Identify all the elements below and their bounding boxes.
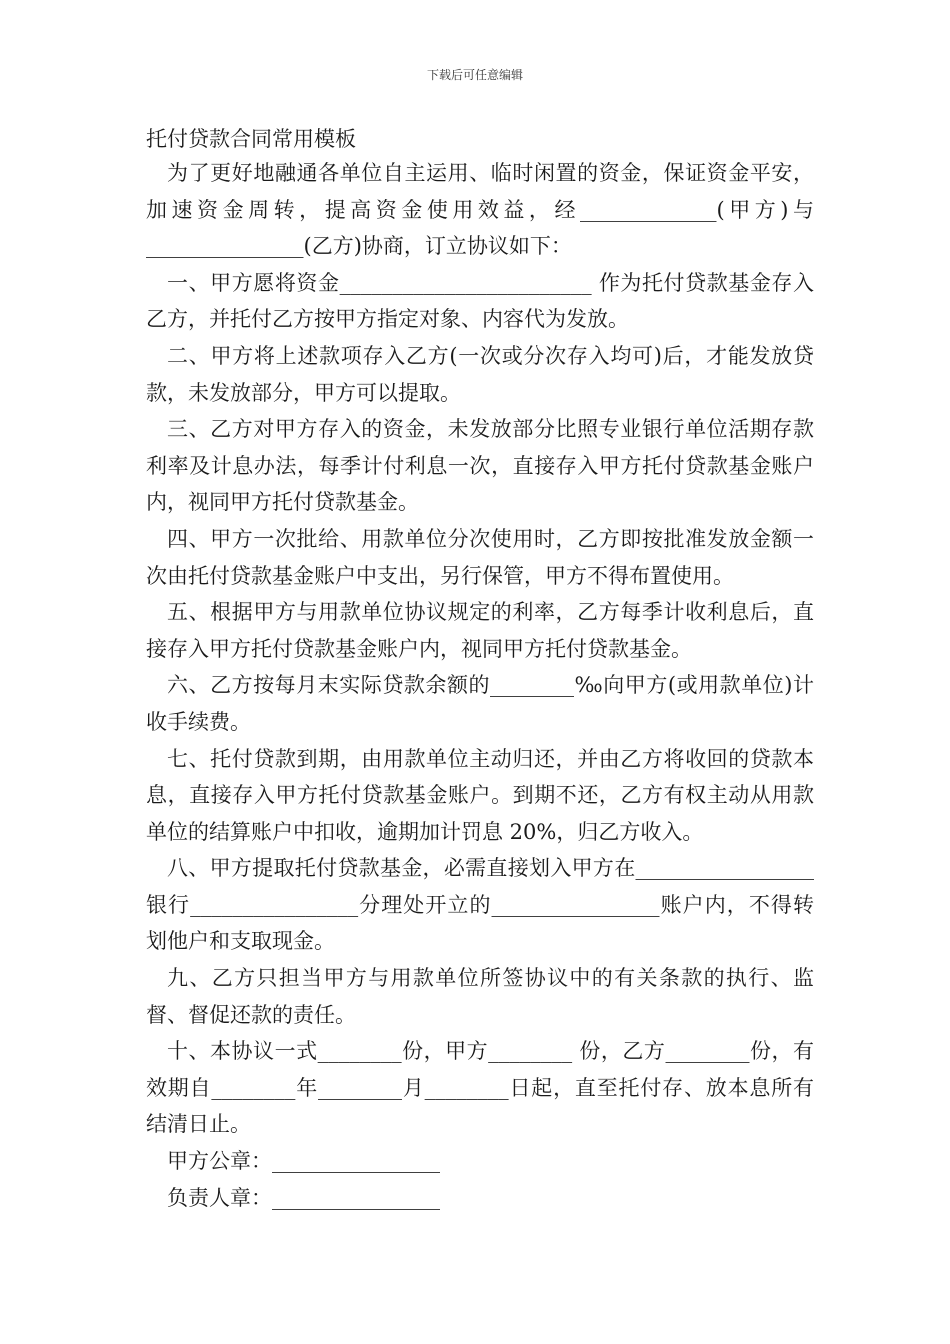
paragraph-clause-8: 八、甲方提取托付贷款基金，必需直接划入甲方在_________________银行________________分理处开立的________________账户内，不得转划他户和支取现金。 bbox=[146, 856, 814, 954]
page-header-note: 下载后可任意编辑 bbox=[426, 68, 523, 82]
paragraph-clause-6: 六、乙方按每月末实际贷款余额的________‰向甲方(或用款单位)计收手续费。 bbox=[146, 673, 814, 734]
paragraph-clause-7: 七、托付贷款到期，由用款单位主动归还，并由乙方将收回的贷款本息，直接存入甲方托付贷款基金账户。到期不还，乙方有权主动从用款单位的结算账户中扣收，逾期加计罚息 20%，归乙方收入。 bbox=[146, 746, 814, 844]
document-title: 托付贷款合同常用模板 bbox=[146, 127, 356, 151]
paragraph-clause-5: 五、根据甲方与用款单位协议规定的利率，乙方每季计收利息后，直接存入甲方托付贷款基金账户内，视同甲方托付贷款基金。 bbox=[146, 600, 814, 661]
signature-responsible-person-seal: 负责人章：________________ bbox=[167, 1185, 440, 1210]
paragraph-clause-3: 三、乙方对甲方存入的资金，未发放部分比照专业银行单位活期存款利率及计息办法，每季计付利息一次，直接存入甲方托付贷款基金账户内，视同甲方托付贷款基金。 bbox=[146, 417, 814, 515]
paragraph-clause-10: 十、本协议一式________份，甲方________ 份，乙方________份，有效期自________年________月________日起，直至托付存、放本息所有结清日止。 bbox=[146, 1039, 814, 1137]
signature-party-a-seal: 甲方公章：________________ bbox=[167, 1149, 440, 1174]
document-body bbox=[146, 155, 814, 1216]
paragraph-clause-9: 九、乙方只担当甲方与用款单位所签协议中的有关条款的执行、监督、督促还款的责任。 bbox=[146, 966, 814, 1027]
paragraph-clause-1: 一、甲方愿将资金________________________ 作为托付贷款基金存入乙方，并托付乙方按甲方指定对象、内容代为发放。 bbox=[146, 270, 814, 332]
paragraph-preamble: 为了更好地融通各单位自主运用、临时闲置的资金，保证资金平安，加速资金周转，提高资金使用效益，经_____________(甲方)与_______________(乙方)协商，订立协议如下： bbox=[146, 161, 814, 259]
paragraph-clause-2: 二、甲方将上述款项存入乙方(一次或分次存入均可)后，才能发放贷款，未发放部分，甲方可以提取。 bbox=[146, 343, 814, 405]
paragraph-clause-4: 四、甲方一次批给、用款单位分次使用时，乙方即按批准发放金额一次由托付贷款基金账户中支出，另行保管，甲方不得布置使用。 bbox=[146, 526, 814, 588]
